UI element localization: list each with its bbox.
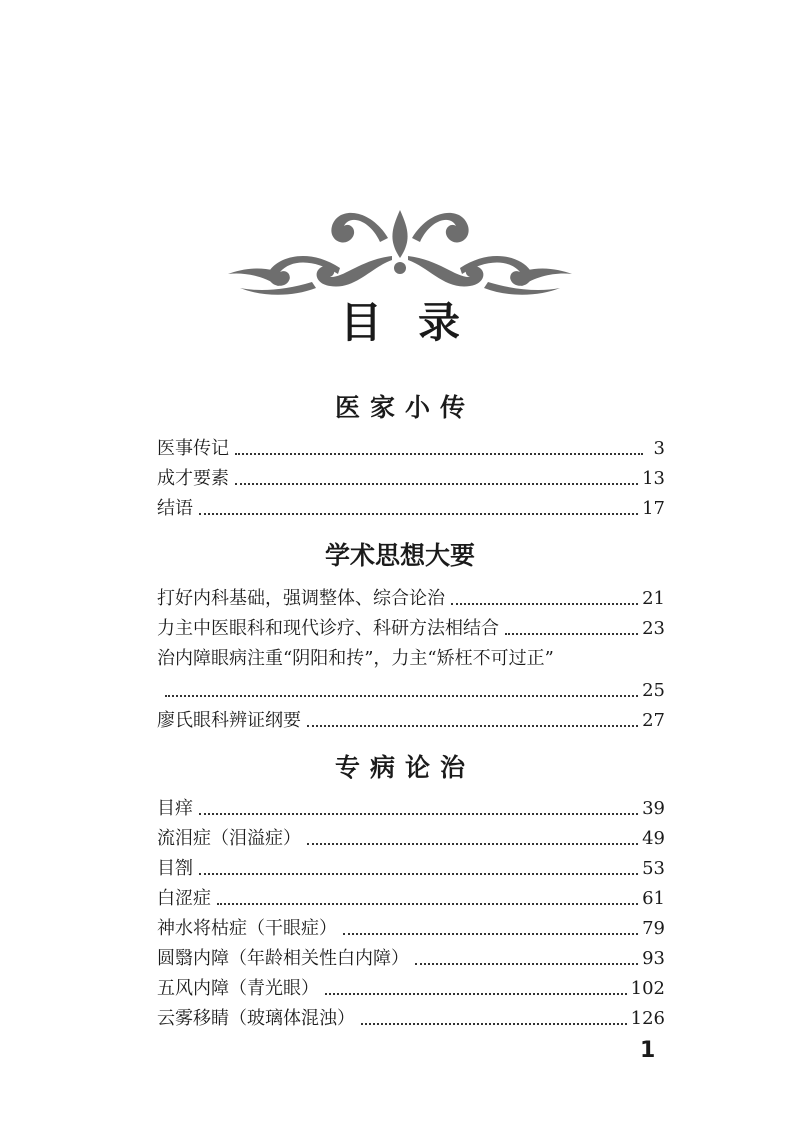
page-number: 1 <box>640 1038 656 1063</box>
toc-entry-title: 目劄 <box>157 858 193 879</box>
toc-entry-page: 13 <box>642 468 665 489</box>
toc-entry[interactable] <box>157 432 665 460</box>
toc-entry-title: 成才要素 <box>157 468 229 489</box>
toc-entry-title: 五风内障（青光眼） <box>157 978 319 999</box>
dot-leader <box>199 813 638 815</box>
dot-leader <box>235 483 638 485</box>
toc-entry[interactable] <box>157 912 665 940</box>
dot-leader <box>217 903 638 905</box>
toc-entry-page: 25 <box>642 680 665 701</box>
toc-entry-title: 医事传记 <box>157 438 229 459</box>
page-title: 目录 <box>339 298 496 347</box>
toc-entry-page: 17 <box>642 498 665 519</box>
dot-leader <box>451 603 638 605</box>
dot-leader <box>361 1023 627 1025</box>
toc-entry[interactable] <box>157 972 665 1000</box>
toc-entry-page: 102 <box>630 978 665 999</box>
toc-entry[interactable] <box>157 462 665 490</box>
dot-leader <box>325 993 627 995</box>
toc-entry[interactable] <box>157 1002 665 1030</box>
toc-entry[interactable] <box>157 822 665 850</box>
dot-leader <box>307 843 638 845</box>
toc-entry-page: 126 <box>630 1008 665 1029</box>
toc-entry-title: 云雾移睛（玻璃体混浊） <box>157 1008 355 1029</box>
dot-leader <box>343 933 638 935</box>
toc-entry-title: 目痒 <box>157 798 193 819</box>
toc-entry-title: 结语 <box>157 498 193 519</box>
dot-leader <box>165 695 638 697</box>
dot-leader <box>415 963 638 965</box>
toc-entry-title: 打好内科基础，强调整体、综合论治 <box>157 588 445 609</box>
dot-leader <box>307 725 638 727</box>
ornament-flourish-icon <box>220 198 580 298</box>
dot-leader <box>235 453 643 455</box>
toc-entry-page: 23 <box>642 618 665 639</box>
toc-entry[interactable] <box>157 882 665 910</box>
section-heading: 专病论治 <box>334 753 475 782</box>
toc-entry-page: 49 <box>642 828 665 849</box>
toc-entry-page: 3 <box>653 438 665 459</box>
toc-entry-page: 21 <box>642 588 665 609</box>
toc-entry[interactable] <box>157 612 665 640</box>
toc-entry-title: 圆翳内障（年龄相关性白内障） <box>157 948 409 969</box>
toc-entry[interactable] <box>157 704 665 732</box>
toc-entry-page: 93 <box>642 948 665 969</box>
toc-entry-title: 廖氏眼科辨证纲要 <box>157 710 301 731</box>
toc-entry[interactable] <box>157 582 665 610</box>
toc-entry-title: 流泪症（泪溢症） <box>157 828 301 849</box>
toc-entry[interactable] <box>157 852 665 880</box>
toc-entry-page: 79 <box>642 918 665 939</box>
toc-entry-title: 白涩症 <box>157 888 211 909</box>
toc-entry[interactable] <box>157 792 665 820</box>
toc-entry[interactable] <box>157 942 665 970</box>
dot-leader <box>199 513 638 515</box>
toc-entry-page: 27 <box>642 710 665 731</box>
section-heading: 医家小传 <box>334 393 475 422</box>
toc-entry-page: 53 <box>642 858 665 879</box>
toc-entry-continuation[interactable] <box>165 674 665 702</box>
section-heading: 学术思想大要 <box>324 541 475 570</box>
dot-leader <box>505 633 638 635</box>
dot-leader <box>199 873 638 875</box>
toc-entry-page: 61 <box>642 888 665 909</box>
toc-entry-page: 39 <box>642 798 665 819</box>
toc-entry[interactable] <box>157 642 665 670</box>
toc-entry-title: 力主中医眼科和现代诊疗、科研方法相结合 <box>157 618 499 639</box>
toc-entry-title: 神水将枯症（干眼症） <box>157 918 337 939</box>
toc-entry-title: 治内障眼病注重“阴阳和抟”，力主“矫枉不可过正” <box>157 648 554 669</box>
toc-entry[interactable] <box>157 492 665 520</box>
